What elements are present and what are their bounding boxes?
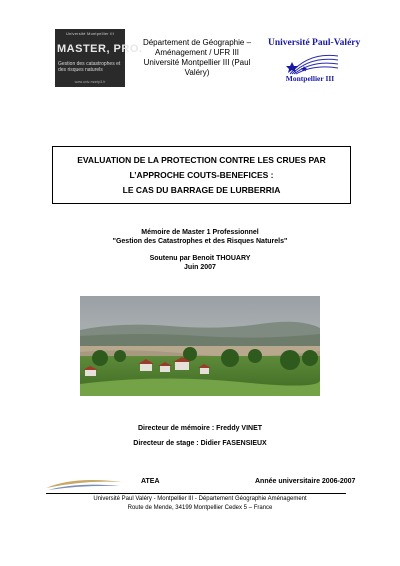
university-logo-city: Montpellier III <box>285 74 335 83</box>
atea-logo <box>44 472 124 492</box>
university-logo <box>268 38 361 84</box>
master-pro-logo <box>55 29 143 87</box>
thesis-title-line-2: L’APPROCHE COUTS-BENEFICES : <box>129 170 274 180</box>
footer-divider <box>46 493 346 494</box>
director-memoire: Directeur de mémoire : Freddy VINET <box>137 425 263 432</box>
thesis-title-box <box>52 146 351 204</box>
memoir-type: Mémoire de Master 1 Professionnel <box>141 229 259 236</box>
atea-swoosh-icon <box>44 472 124 492</box>
logo-title-text: MASTER, PRO. <box>57 43 143 55</box>
director-stage: Directeur de stage : Didier FASENSIEUX <box>133 440 267 447</box>
university-logo-name: Université Paul-Valéry <box>268 38 361 48</box>
thesis-title-line-3: LE CAS DU BARRAGE DE LURBERRIA <box>122 185 281 195</box>
department-line-3: Université Montpellier III (Paul <box>143 58 251 67</box>
logo-subtitle-text: Gestion des catastrophes et des risques naturels <box>58 61 121 73</box>
department-line-2: Aménagement / UFR III <box>154 48 240 57</box>
department-line-4: Valéry) <box>184 68 210 77</box>
memoir-date: Juin 2007 <box>184 264 216 271</box>
memoir-author: Soutenu par Benoit THOUARY <box>149 255 251 262</box>
logo-bottom-text: www.univ-montp3.fr <box>74 80 106 84</box>
memoir-program: "Gestion des Catastrophes et des Risques Naturels" <box>112 238 288 245</box>
logo-university-text: Université Montpellier III <box>65 31 115 36</box>
department-info <box>137 38 257 78</box>
academic-year: Année universitaire 2006-2007 <box>255 478 356 485</box>
flood-landscape-photo <box>80 296 320 396</box>
department-line-1: Département de Géographie – <box>142 38 252 47</box>
organization-name: ATEA <box>141 478 160 485</box>
footer-address-line-1: Université Paul Valéry - Montpellier III - Département Géographie Aménagement <box>93 496 307 502</box>
thesis-title-line-1: EVALUATION DE LA PROTECTION CONTRE LES CRUES PAR <box>77 155 326 165</box>
footer-address-line-2: Route de Mende, 34199 Montpellier Cedex 5 – France <box>127 505 273 511</box>
